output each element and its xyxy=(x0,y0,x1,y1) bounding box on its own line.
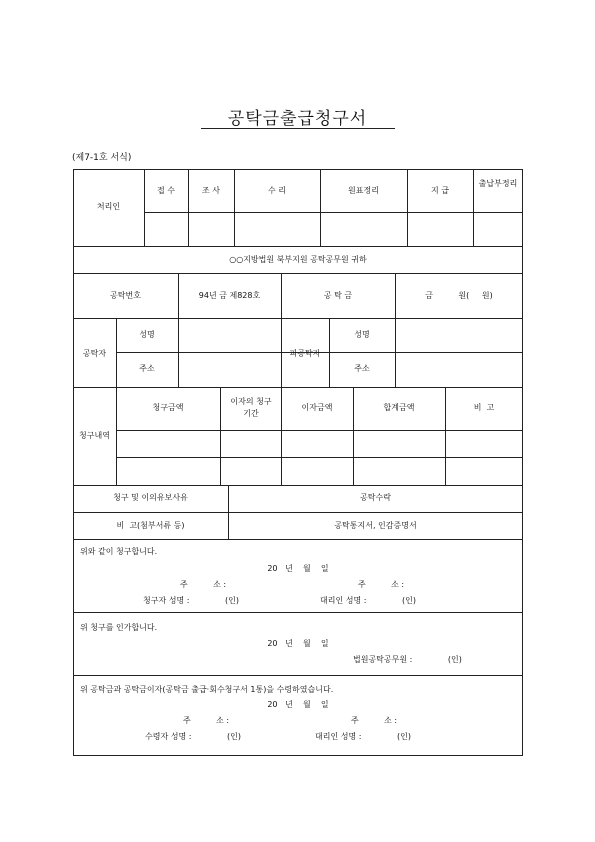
row-divider xyxy=(116,457,523,458)
interest-period-header: 이자의 청구기간 xyxy=(230,397,272,418)
acceptance-header: 수 리 xyxy=(268,186,286,195)
col-divider xyxy=(188,169,189,246)
depositee-name-label: 성명 xyxy=(354,330,370,339)
receiver-address: 주 소 : xyxy=(183,716,230,725)
col-divider xyxy=(407,169,408,246)
row-divider xyxy=(144,212,523,213)
row-divider xyxy=(73,612,523,613)
approval-statement: 위 청구를 인가합니다. xyxy=(80,623,158,632)
claim-statement: 위와 같이 청구합니다. xyxy=(80,547,158,556)
col-divider xyxy=(116,318,117,387)
claim-amount-header: 청구금액 xyxy=(152,403,184,412)
attachments-label: 비 고(첨부서류 등) xyxy=(116,521,185,530)
claim-date: 20 년 월 일 xyxy=(267,564,329,573)
reason-label: 청구 및 이의유보사유 xyxy=(113,493,188,502)
row-divider xyxy=(73,675,523,676)
title-underline xyxy=(201,128,395,129)
col-divider xyxy=(220,387,221,485)
remarks-header: 비 고 xyxy=(473,403,495,412)
row-divider xyxy=(73,485,523,486)
handler-label: 처리인 xyxy=(96,202,121,211)
addressee: ○○지방법원 북부지원 공탁공무원 귀하 xyxy=(229,255,367,264)
row-divider xyxy=(116,430,523,431)
depositor-label: 공탁자 xyxy=(82,349,107,358)
col-divider xyxy=(144,169,145,246)
attachments-value: 공탁통지서, 인감증명서 xyxy=(334,521,417,530)
col-divider xyxy=(353,387,354,485)
cashbook-header: 출납부정리 xyxy=(478,179,518,188)
receiver-signature: 수령자 성명 : (인) xyxy=(145,732,241,741)
col-divider xyxy=(234,169,235,246)
claim-label: 청구내역 xyxy=(79,431,110,440)
page-title: 공탁금출급청구서 xyxy=(227,109,368,129)
approval-date: 20 년 월 일 xyxy=(267,639,329,648)
form-number: (제7-1호 서식) xyxy=(72,153,132,163)
col-divider xyxy=(395,318,396,387)
row-divider xyxy=(73,512,523,513)
receipt-agent-address: 주 소 : xyxy=(351,716,398,725)
total-amount-header: 합계금액 xyxy=(383,403,415,412)
row-divider xyxy=(73,273,523,274)
receipt-date: 20 년 월 일 xyxy=(267,700,329,709)
claimant-signature: 청구자 성명 : (인) xyxy=(143,596,239,605)
col-divider xyxy=(281,387,282,485)
row-divider xyxy=(73,318,523,319)
inspection-header: 조 사 xyxy=(202,186,220,195)
depositee-address-label: 주소 xyxy=(354,364,370,373)
deposit-no-value: 94년 금 제828호 xyxy=(198,291,261,300)
receipt-agent-signature: 대리인 성명 : (인) xyxy=(315,732,411,741)
row-divider xyxy=(73,387,523,388)
row-divider xyxy=(73,539,523,540)
deposit-no-label: 공탁번호 xyxy=(110,291,141,300)
col-divider xyxy=(178,318,179,387)
col-divider xyxy=(320,169,321,246)
receipt-header: 접 수 xyxy=(157,186,175,195)
col-divider xyxy=(329,318,330,387)
col-divider xyxy=(116,387,117,485)
reason-value: 공탁수락 xyxy=(360,493,391,502)
claimant-address: 주 소 : xyxy=(180,580,227,589)
col-divider xyxy=(445,387,446,485)
agent-signature: 대리인 성명 : (인) xyxy=(320,596,416,605)
depositor-address-label: 주소 xyxy=(139,364,155,373)
depositor-name-label: 성명 xyxy=(139,330,155,339)
col-divider xyxy=(473,169,474,246)
amount-value: 금 원( 원) xyxy=(425,291,493,300)
amount-label: 공 탁 금 xyxy=(323,291,353,300)
interest-amount-header: 이자금액 xyxy=(301,403,333,412)
depositee-label: 피공탁자 xyxy=(289,349,321,358)
ledger-header: 원표정리 xyxy=(348,186,379,195)
officer-signature: 법원공탁공무원 : (인) xyxy=(353,655,462,664)
row-divider xyxy=(73,246,523,247)
payment-header: 지 급 xyxy=(431,186,449,195)
receipt-statement: 위 공탁금과 공탁금이자(공탁금 출급·회수청구서 1통)을 수령하였습니다. xyxy=(80,685,334,694)
agent-address: 주 소 : xyxy=(358,580,405,589)
